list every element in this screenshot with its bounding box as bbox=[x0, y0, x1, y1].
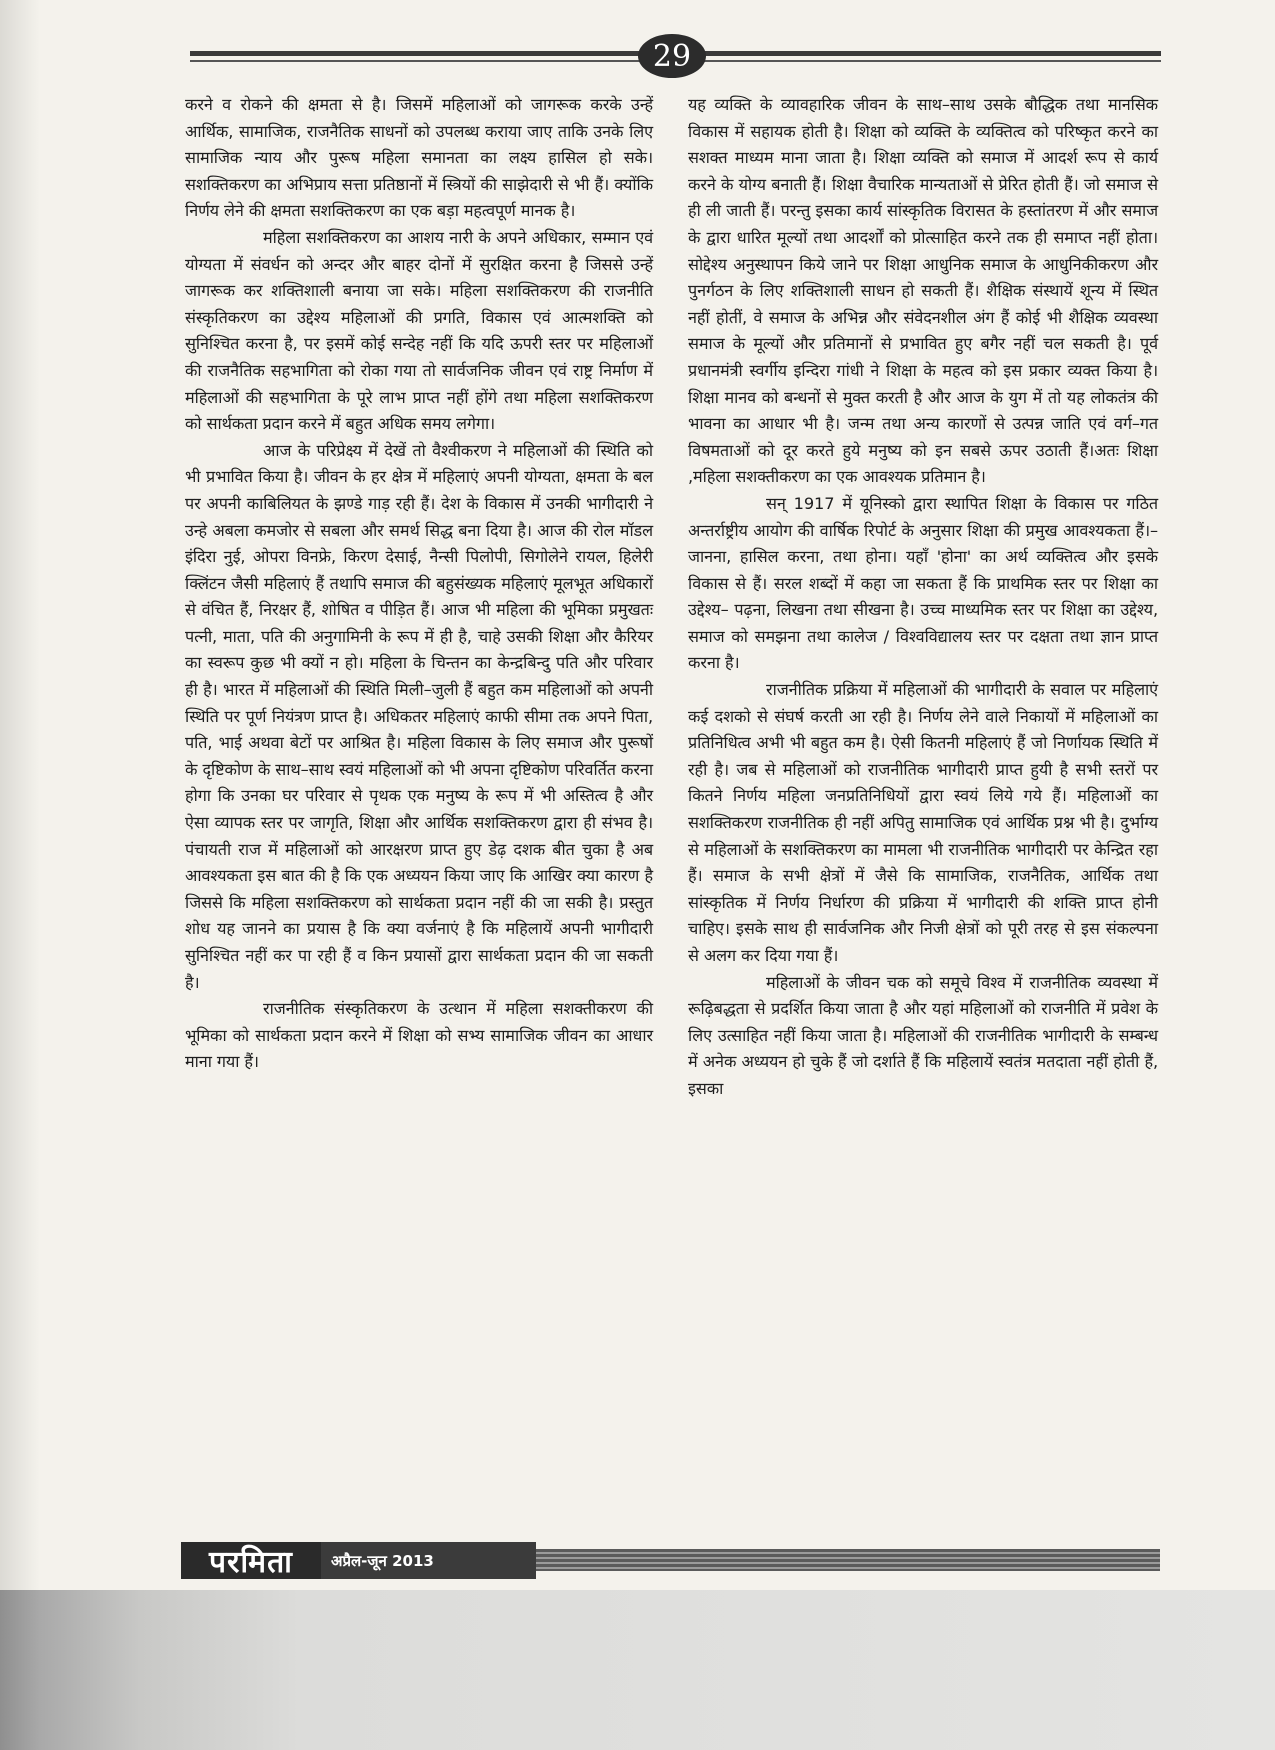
paragraph: महिला सशक्तिकरण का आशय नारी के अपने अधिकार, सम्मान एवं योग्यता में संवर्धन को अन्दर और बाहर दोनों में सुरक्षित करना है जिससे उन्हें जागरूक कर शक्तिशाली बनाया जा सके। महिला सशक्तिकरण की राजनीति संस्कृतिकरण का उद्देश्य महिलाओं की प्रगति, विकास एवं आत्मशक्ति को सुनिश्चित करना है, पर इसमें कोई सन्देह नहीं कि यदि ऊपरी स्तर पर महिलाओं की राजनैतिक सहभागिता को रोका गया तो सार्वजनिक जीवन एवं राष्ट्र निर्माण में महिलाओं की सहभागिता के पूरे लाभ प्राप्त नहीं होंगे तथा महिला सशक्तिकरण को सार्थकता प्रदान करने में बहुत अधिक समय लगेगा। bbox=[185, 227, 653, 434]
page-number: 29 bbox=[638, 34, 706, 78]
magazine-name: परमिता bbox=[181, 1542, 321, 1579]
header-rule-left-thin bbox=[190, 60, 640, 62]
paragraph: सन् 1917 में यूनिस्को द्वारा स्थापित शिक्षा के विकास पर गठित अन्तर्राष्ट्रीय आयोग की वार्षिक रिपोर्ट के अनुसार शिक्षा की प्रमुख आवश्यकता हैं।–जानना, हासिल करना, तथा होना। यहाँ 'होना' का अर्थ व्यक्तित्व और इसके विकास से हैं। सरल शब्दों में कहा जा सकता हैं कि प्राथमिक स्तर पर शिक्षा का उद्देश्य– पढ़ना, लिखना तथा सीखना है। उच्च माध्यमिक स्तर पर शिक्षा का उद्देश्य, समाज को समझना तथा कालेज / विश्वविद्यालय स्तर पर दक्षता तथा ज्ञान प्राप्त करना है। bbox=[688, 493, 1158, 673]
paragraph: आज के परिप्रेक्ष्य में देखें तो वैश्वीकरण ने महिलाओं की स्थिति को भी प्रभावित किया है। जीवन के हर क्षेत्र में महिलाएं अपनी योग्यता, क्षमता के बल पर अपनी काबिलियत के झण्डे गाड़ रही हैं। देश के विकास में उनकी भागीदारी ने उन्हे अबला कमजोर से सबला और समर्थ सिद्ध बना दिया है। आज की रोल मॉडल इंदिरा नुई, ओपरा विनफ्रे, किरण देसाई, नैन्सी पिलोपी, सिगोलेने रायल, हिलेरी क्लिंटन जैसी महिलाएं हैं तथापि समाज की बहुसंख्यक महिलाएं मूलभूत अधिकारों से वंचित हैं, निरक्षर हैं, शोषित व पीड़ित हैं। आज भी महिला की भूमिका प्रमुखतः पत्नी, माता, पति की अनुगामिनी के रूप में ही है, चाहे उसकी शिक्षा और कैरियर का स्वरूप कुछ भी क्यों न हो। महिला के चिन्तन का केन्द्रबिन्दु पति और परिवार ही है। भारत में महिलाओं की स्थिति मिली–जुली हैं बहुत कम महिलाओं को अपनी स्थिति पर पूर्ण नियंत्रण प्राप्त है। अधिकतर महिलाएं काफी सीमा तक अपने पिता, पति, भाई अथवा बेटों पर आश्रित है। महिला विकास के लिए समाज और पुरूषों के दृष्टिकोण के साथ–साथ स्वयं महिलाओं को भी अपना दृष्टिकोण परिवर्तित करना होगा कि उनका घर परिवार से पृथक एक मनुष्य के रूप में भी अस्तित्व है और ऐसा व्यापक स्तर पर जागृति, शिक्षा और आर्थिक सशक्तिकरण द्वारा ही संभव है। पंचायती राज में महिलाओं को आरक्षरण प्राप्त हुए डेढ़ दशक बीत चुका है अब आवश्यकता इस बात की है कि एक अध्ययन किया जाए कि आखिर क्या कारण है जिससे कि महिला सशक्तिकरण को सार्थकता प्रदान नहीं की जा सकी है। प्रस्तुत शोध यह जानने का प्रयास है कि क्या वर्जनाएं है कि महिलायें अपनी भागीदारी सुनिश्चित नहीं कर पा रही हैं व किन प्रयासों द्वारा सार्थकता प्रदान की जा सकती है। bbox=[185, 440, 653, 992]
paragraph: महिलाओं के जीवन चक को समूचे विश्व में राजनीतिक व्यवस्था में रूढ़िबद्धता से प्रदर्शित किया जाता है और यहां महिलाओं को राजनीति में प्रवेश के लिए उत्साहित नहीं किया जाता है। महिलाओं की राजनीतिक भागीदारी के सम्बन्ध में अनेक अध्ययन हो चुके हैं जो दर्शाते हैं कि महिलायें स्वतंत्र मतदाता नहीं होती हैं, इसका bbox=[688, 972, 1158, 1098]
paragraph: राजनीतिक प्रक्रिया में महिलाओं की भागीदारी के सवाल पर महिलाएं कई दशको से संघर्ष करती आ रही है। निर्णय लेने वाले निकायों में महिलाओं का प्रतिनिधित्व अभी भी बहुत कम है। ऐसी कितनी महिलाएं हैं जो निर्णायक स्थिति में रही है। जब से महिलाओं को राजनीतिक भागीदारी प्राप्त हुयी है सभी स्तरों पर कितने निर्णय महिला जनप्रतिनिधियों द्वारा स्वयं लिये गये हैं। महिलाओं का सशक्तिकरण राजनीतिक ही नहीं अपितु सामाजिक एवं आर्थिक प्रश्न भी है। दुर्भाग्य से महिलाओं के सशक्तिकरण का मामला भी राजनीतिक भागीदारी पर केन्द्रित रहा हैं। समाज के सभी क्षेत्रों में जैसे कि सामाजिक, राजनैतिक, आर्थिक तथा सांस्कृतिक में निर्णय निर्धारण की प्रक्रिया में भागीदारी की शक्ति प्राप्त होनी चाहिए। इसके साथ ही सार्वजनिक और निजी क्षेत्रों को पूरी तरह से इस संकल्पना से अलग कर दिया गया हैं। bbox=[688, 680, 1158, 965]
header-rule-right-thin bbox=[703, 60, 1161, 62]
issue-date: अप्रैल-जून 2013 bbox=[321, 1542, 536, 1579]
paragraph: राजनीतिक संस्कृतिकरण के उत्थान में महिला सशक्तीकरण की भूमिका को सार्थकता प्रदान करने में शिक्षा को सभ्य सामाजिक जीवन का आधार माना गया हैं। bbox=[185, 999, 653, 1072]
scan-shadow-left bbox=[0, 0, 40, 1750]
paragraph: करने व रोकने की क्षमता से है। जिसमें महिलाओं को जागरूक करके उन्हें आर्थिक, सामाजिक, राजनैतिक साधनों को उपलब्ध कराया जाए ताकि उनके लिए सामाजिक न्याय और पुरूष महिला समानता का लक्ष्य हासिल हो सके। सशक्तिकरण का अभिप्राय सत्ता प्रतिष्ठानों में स्त्रियों की साझेदारी से भी हैं। क्योंकि निर्णय लेने की क्षमता सशक्तिकरण का एक बड़ा महत्वपूर्ण मानक है। bbox=[185, 95, 653, 221]
scan-shadow-bottom bbox=[0, 1590, 1275, 1750]
paragraph: यह व्यक्ति के व्यावहारिक जीवन के साथ–साथ उसके बौद्धिक तथा मानसिक विकास में सहायक होती है। शिक्षा को व्यक्ति के व्यक्तित्व को परिष्कृत करने का सशक्त माध्यम माना जाता है। शिक्षा व्यक्ति को समाज में आदर्श रूप से कार्य करने के योग्य बनाती हैं। शिक्षा वैचारिक मान्यताओं से प्रेरित होती हैं। जो समाज से ही ली जाती हैं। परन्तु इसका कार्य सांस्कृतिक विरासत के हस्तांतरण में और समाज के द्वारा धारित मूल्यों तथा आदर्शों को प्रोत्साहित करने तक ही समाप्त नहीं होता। सोद्देश्य अनुस्थापन किये जाने पर शिक्षा आधुनिक समाज के आधुनिकीकरण और पुनर्गठन के लिए शक्तिशाली साधन हो सकती हैं। शैक्षिक संस्थायें शून्य में स्थित नहीं होतीं, वे समाज के अभिन्न और संवेदनशील अंग हैं कोई भी शैक्षिक व्यवस्था समाज के मूल्यों और प्रतिमानों से प्रभावित हुए बगैर नहीं चल सकती है। पूर्व प्रधानमंत्री स्वर्गीय इन्दिरा गांधी ने शिक्षा के महत्व को इस प्रकार व्यक्त किया है। शिक्षा मानव को बन्धनों से मुक्त करती है और आज के युग में तो यह लोकतंत्र की भावना का आधार भी है। जन्म तथा अन्य कारणों से उत्पन्न जाति एवं वर्ग–गत विषमताओं को दूर करते हुये मनुष्य को इन सबसे ऊपर उठाती हैं।अतः शिक्षा ,महिला सशक्तीकरण का एक आवश्यक प्रतिमान है। bbox=[688, 95, 1158, 487]
footer-rule bbox=[536, 1549, 1160, 1571]
right-column bbox=[688, 92, 1158, 1103]
header-rule-left bbox=[190, 51, 640, 56]
header-rule-right bbox=[703, 51, 1161, 56]
left-column bbox=[185, 92, 653, 1076]
